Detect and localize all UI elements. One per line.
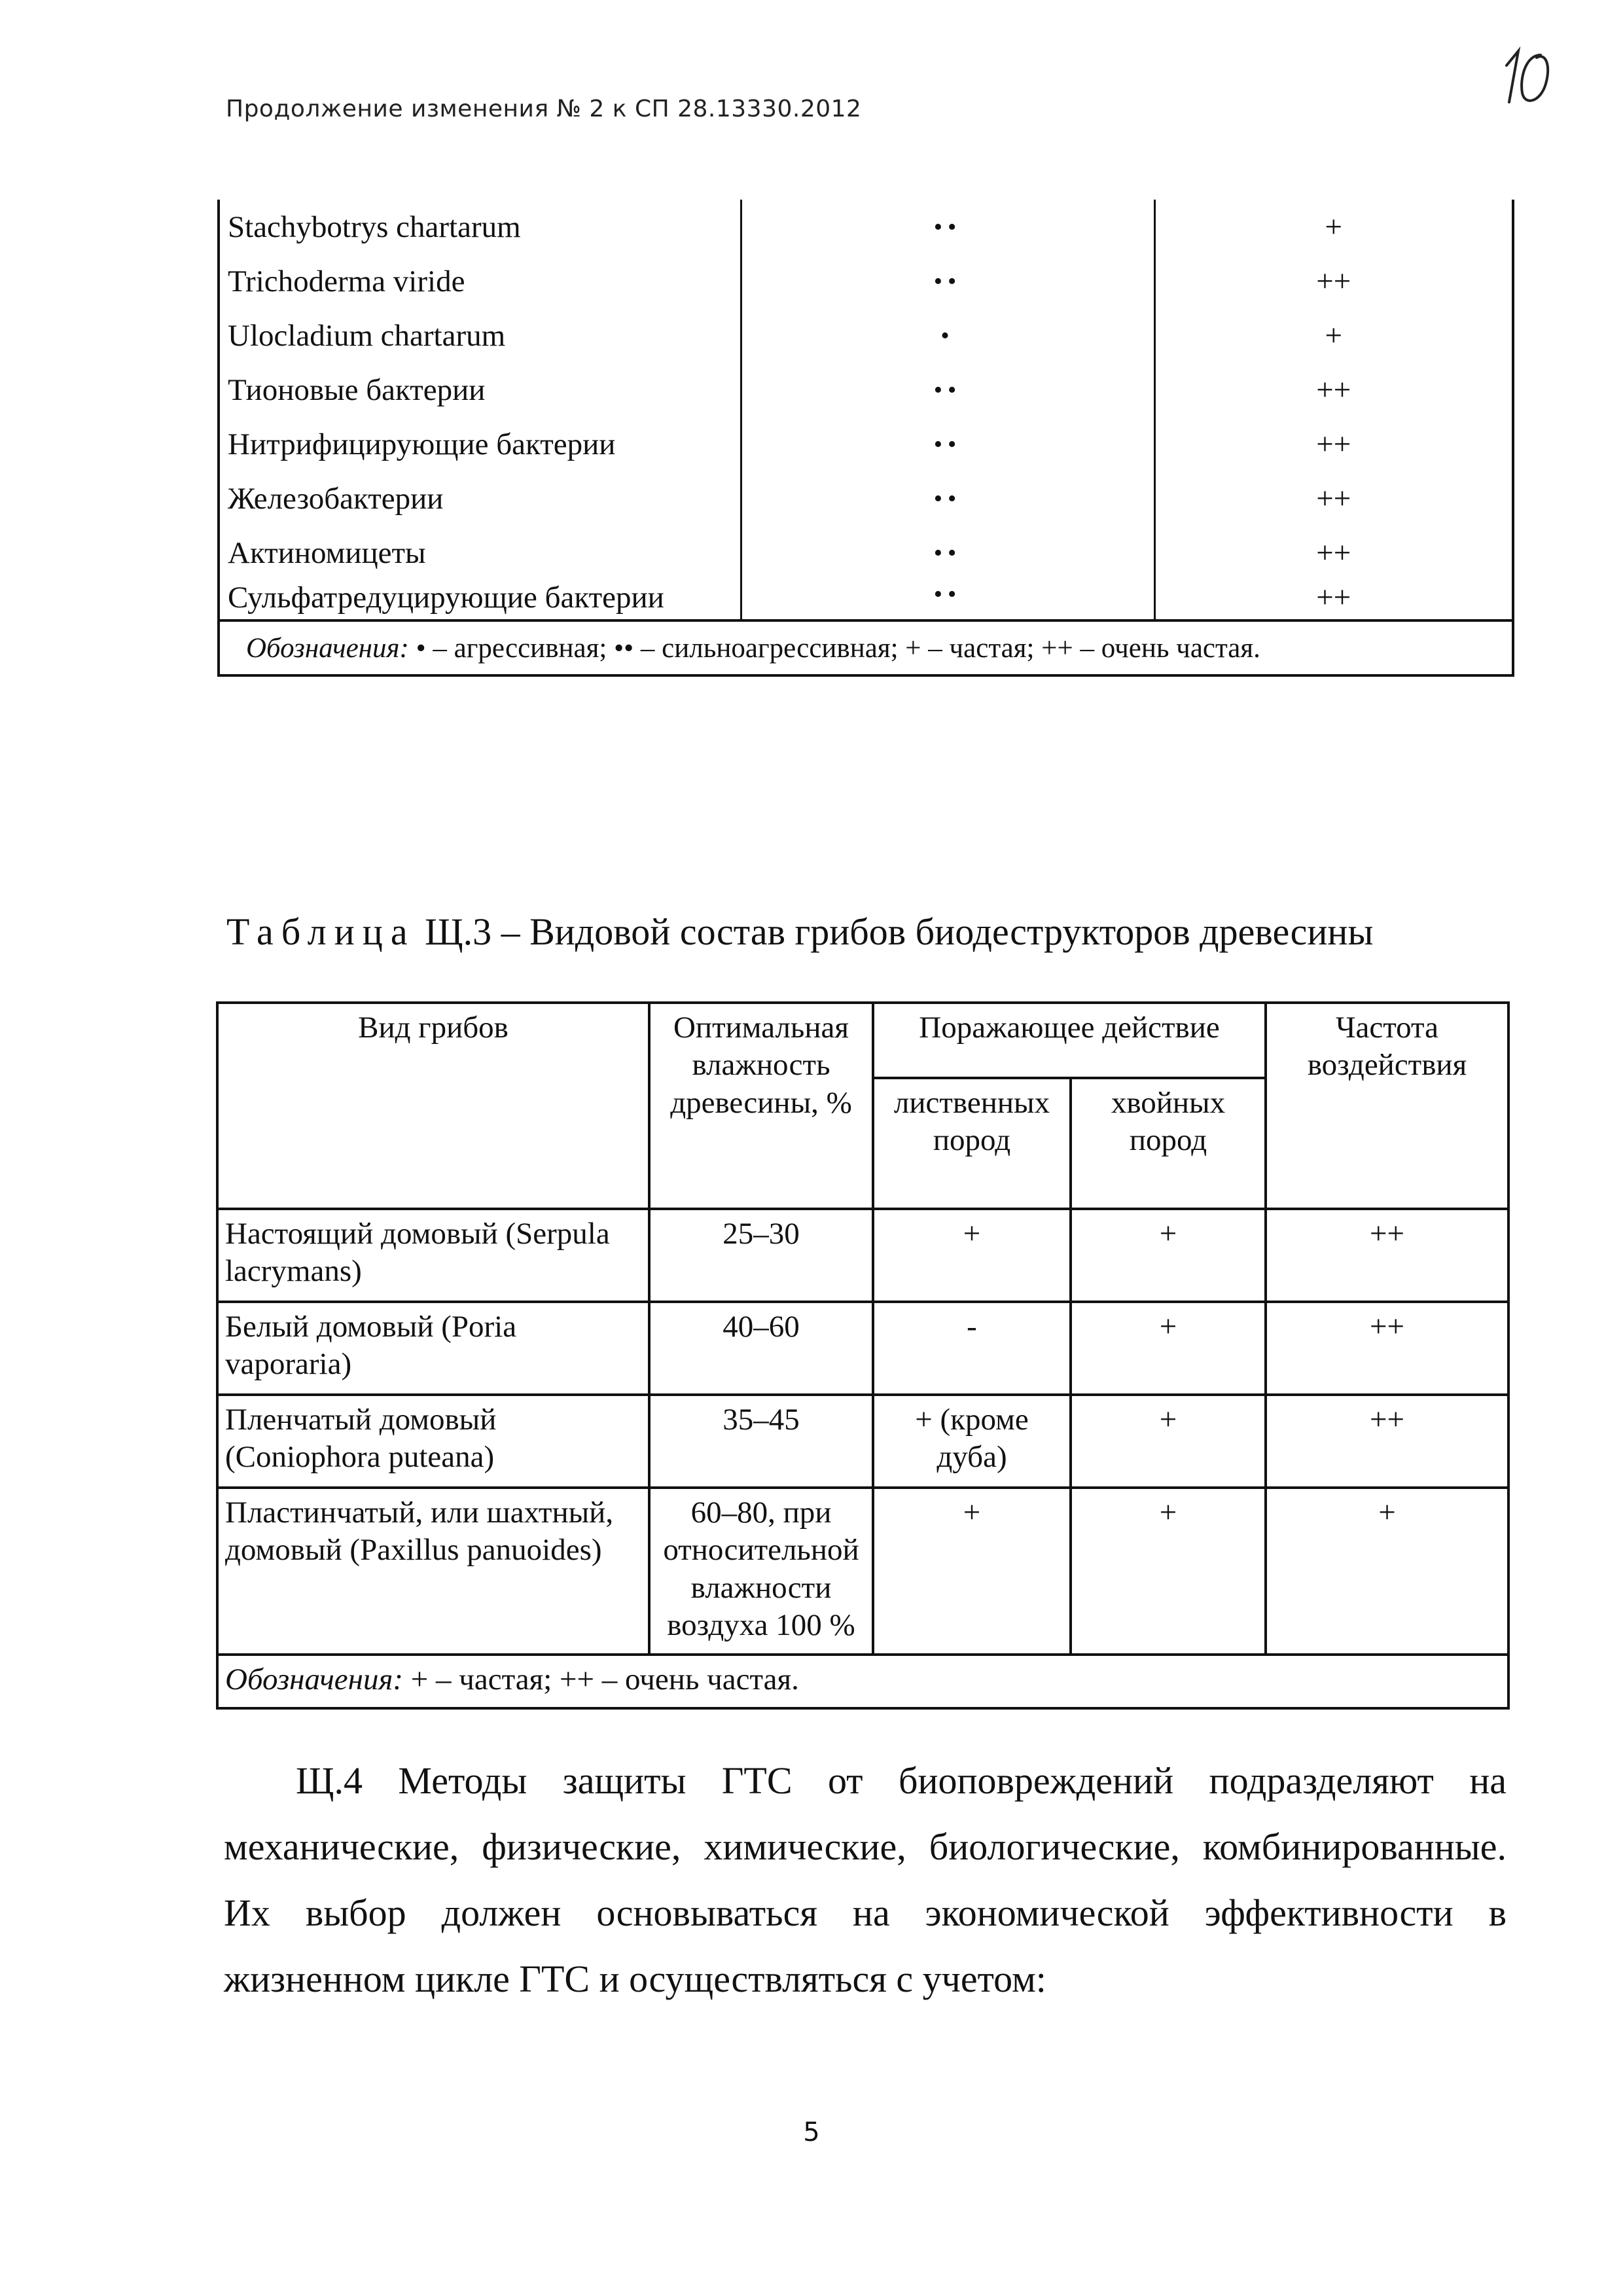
humidity-cell: 35–45	[649, 1395, 873, 1488]
organism-name: Железобактерии	[219, 471, 741, 526]
humidity-cell: 60–80, при относительной влажности воздуха 100 %	[649, 1488, 873, 1655]
species-cell: Настоящий домовый (Serpula lacrymans)	[217, 1209, 649, 1302]
conifer-cell: +	[1071, 1302, 1266, 1395]
frequency-cell: ++	[1154, 471, 1513, 526]
paragraph-line: Их выбор должен основываться на экономической эффективности в	[224, 1892, 1507, 1934]
organisms-table	[217, 200, 1514, 677]
aggressiveness-cell: ••	[741, 526, 1154, 580]
paragraph-line: жизненном цикле ГТС и осуществляться с учетом:	[224, 1958, 1046, 2000]
aggressiveness-cell: ••	[741, 417, 1154, 471]
table-row	[217, 1302, 1508, 1395]
caption-text: Щ.3 – Видовой состав грибов биодеструкторов древесины	[415, 910, 1374, 953]
aggressiveness-cell: ••	[741, 254, 1154, 308]
table-row	[219, 363, 1513, 417]
frequency-cell: ++	[1154, 526, 1513, 580]
frequency-cell: +	[1154, 200, 1513, 254]
organism-name: Trichoderma viride	[219, 254, 741, 308]
header-frequency: Частота воздействия	[1266, 1003, 1508, 1209]
table-row	[217, 1488, 1508, 1655]
table-row	[219, 254, 1513, 308]
legend-label: Обозначения:	[246, 632, 409, 664]
humidity-cell: 25–30	[649, 1209, 873, 1302]
deciduous-cell: -	[873, 1302, 1071, 1395]
deciduous-cell: +	[873, 1209, 1071, 1302]
table-row	[219, 471, 1513, 526]
table-row	[219, 200, 1513, 254]
fungi-table	[216, 1001, 1510, 1710]
species-cell: Пленчатый домовый (Coniophora puteana)	[217, 1395, 649, 1488]
aggressiveness-cell: ••	[741, 200, 1154, 254]
table-row	[219, 580, 1513, 620]
page-number: 5	[803, 2117, 820, 2147]
conifer-cell: +	[1071, 1395, 1266, 1488]
header-deciduous: лиственных пород	[873, 1078, 1071, 1209]
body-paragraph	[224, 1748, 1507, 2012]
organism-name: Актиномицеты	[219, 526, 741, 580]
header-humidity: Оптимальная влажность древесины, %	[649, 1003, 873, 1209]
deciduous-cell: + (кроме дуба)	[873, 1395, 1071, 1488]
table-legend-row	[219, 620, 1513, 675]
table-row	[217, 1395, 1508, 1488]
conifer-cell: +	[1071, 1209, 1266, 1302]
species-cell: Пластинчатый, или шахтный, домовый (Paxillus panuoides)	[217, 1488, 649, 1655]
aggressiveness-cell: ••	[741, 471, 1154, 526]
legend-label: Обозначения:	[225, 1662, 403, 1696]
organism-name: Stachybotrys chartarum	[219, 200, 741, 254]
table-row	[219, 526, 1513, 580]
frequency-cell: ++	[1154, 417, 1513, 471]
organism-name: Сульфатредуцирующие бактерии	[219, 580, 741, 620]
conifer-cell: +	[1071, 1488, 1266, 1655]
legend-text: + – частая; ++ – очень частая.	[402, 1662, 799, 1696]
handwritten-page-mark	[1480, 38, 1565, 110]
organism-name: Тионовые бактерии	[219, 363, 741, 417]
header-conifer: хвойных пород	[1071, 1078, 1266, 1209]
table-legend	[219, 620, 1513, 675]
table-caption	[226, 910, 1373, 954]
header-damage: Поражающее действие	[873, 1003, 1266, 1078]
table-row	[219, 417, 1513, 471]
frequency-cell: ++	[1154, 254, 1513, 308]
frequency-cell: ++	[1154, 580, 1513, 620]
table-legend	[217, 1655, 1508, 1708]
table-legend-row	[217, 1655, 1508, 1708]
table-row	[219, 308, 1513, 363]
table-row	[217, 1209, 1508, 1302]
frequency-cell: ++	[1266, 1395, 1508, 1488]
paragraph-line: Щ.4 Методы защиты ГТС от биоповреждений подразделяют на	[296, 1759, 1507, 1802]
organism-name: Нитрифицирующие бактерии	[219, 417, 741, 471]
humidity-cell: 40–60	[649, 1302, 873, 1395]
species-cell: Белый домовый (Poria vaporaria)	[217, 1302, 649, 1395]
frequency-cell: +	[1266, 1488, 1508, 1655]
organism-name: Ulocladium chartarum	[219, 308, 741, 363]
aggressiveness-cell: ••	[741, 580, 1154, 620]
document-header: Продолжение изменения № 2 к СП 28.13330.2012	[226, 96, 862, 122]
paragraph-line: механические, физические, химические, биологические, комбинированные.	[224, 1825, 1507, 1868]
aggressiveness-cell: •	[741, 308, 1154, 363]
frequency-cell: ++	[1266, 1209, 1508, 1302]
legend-text: • – агрессивная; •• – сильноагрессивная; + – частая; ++ – очень частая.	[408, 632, 1260, 664]
frequency-cell: ++	[1154, 363, 1513, 417]
caption-word: Таблица	[226, 910, 416, 953]
deciduous-cell: +	[873, 1488, 1071, 1655]
header-species: Вид грибов	[217, 1003, 649, 1209]
aggressiveness-cell: ••	[741, 363, 1154, 417]
frequency-cell: +	[1154, 308, 1513, 363]
frequency-cell: ++	[1266, 1302, 1508, 1395]
